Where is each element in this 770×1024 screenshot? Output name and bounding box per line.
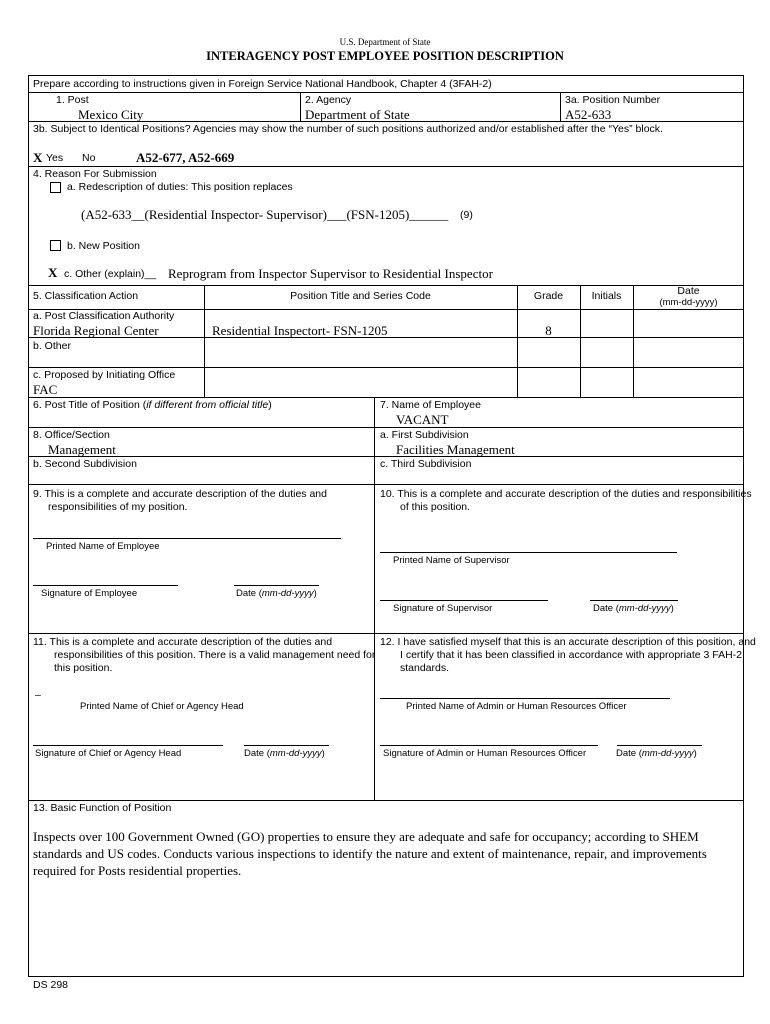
identical-positions-label: 3b. Subject to Identical Positions? Agencies may show the number of such positions authorized and/or established after the “Yes” block.: [33, 123, 663, 135]
col-position-title: Position Title and Series Code: [290, 290, 431, 302]
post-title-label: 6. Post Title of Position (if different from official title): [33, 399, 272, 411]
redescription-checkbox[interactable]: [50, 182, 61, 193]
divider: [28, 456, 744, 457]
cert10-text: 10. This is a complete and accurate description of the duties and responsibilities of this position.: [380, 488, 752, 513]
replaces-grade: (9): [460, 209, 473, 221]
employee-printed-name-label: Printed Name of Employee: [46, 541, 160, 552]
hr-printed-name-label: Printed Name of Admin or Human Resources Officer: [406, 701, 627, 712]
new-position-checkbox[interactable]: [50, 240, 61, 251]
col-date: Date: [677, 285, 700, 297]
agency-value: Department of State: [305, 107, 410, 122]
identical-yes-label: Yes: [46, 152, 64, 164]
supervisor-name-line[interactable]: [380, 552, 677, 553]
identical-no-label: No: [82, 152, 96, 164]
other-mark[interactable]: X: [48, 265, 58, 280]
divider: [28, 397, 744, 398]
supervisor-signature-line[interactable]: [380, 600, 548, 601]
redescription-label: a. Redescription of duties: This position replaces: [67, 181, 293, 193]
identical-yes-mark[interactable]: X: [33, 150, 43, 165]
classification-label: 5. Classification Action: [33, 290, 139, 302]
basic-function-label: 13. Basic Function of Position: [33, 802, 172, 814]
divider: [28, 427, 744, 428]
office-section-label: 8. Office/Section: [33, 429, 110, 441]
divider: [28, 800, 744, 801]
chief-printed-name-label: Printed Name of Chief or Agency Head: [80, 701, 244, 712]
divider: [28, 633, 744, 634]
third-subdivision-label: c. Third Subdivision: [380, 458, 472, 470]
second-subdivision-label: b. Second Subdivision: [33, 458, 137, 470]
department-name: U.S. Department of State: [339, 37, 431, 47]
other-label: c. Other (explain)__: [64, 268, 157, 280]
col-initials: Initials: [591, 290, 622, 302]
hr-name-line[interactable]: [380, 698, 670, 699]
agency-label: 2. Agency: [305, 94, 352, 106]
position-number-label: 3a. Position Number: [565, 94, 661, 106]
divider: [300, 92, 301, 121]
employee-name-value: VACANT: [396, 412, 449, 427]
employee-date-line[interactable]: [234, 585, 319, 586]
form-title: INTERAGENCY POST EMPLOYEE POSITION DESCRIPTION: [206, 49, 564, 63]
hr-signature-line[interactable]: [380, 745, 598, 746]
supervisor-signature-label: Signature of Supervisor: [393, 603, 493, 614]
employee-signature-label: Signature of Employee: [41, 588, 138, 599]
divider: [28, 92, 744, 93]
employee-signature-line[interactable]: [33, 585, 178, 586]
basic-function-text: Inspects over 100 Government Owned (GO) properties to ensure they are adequate and safe for occupancy; according to SHEM standards and US codes. Conducts various inspections to identify the nature and extent of maintenance, repair, and improvements required for Posts residential properties.: [33, 829, 707, 878]
new-position-label: b. New Position: [67, 240, 140, 252]
other-classification-label: b. Other: [33, 340, 71, 352]
other-explain-value: Reprogram from Inspector Supervisor to Residential Inspector: [168, 266, 493, 281]
employee-date-label: Date (mm-dd-yyyy): [236, 588, 317, 599]
chief-date-label: Date (mm-dd-yyyy): [244, 748, 325, 759]
first-subdivision-label: a. First Subdivision: [380, 429, 469, 441]
employee-name-label: 7. Name of Employee: [380, 399, 481, 411]
col-grade: Grade: [533, 290, 564, 302]
divider: [28, 367, 744, 368]
classification-grade-value: 8: [545, 323, 552, 338]
post-classification-authority-label: a. Post Classification Authority: [33, 310, 175, 322]
identical-positions-value: A52-677, A52-669: [136, 150, 235, 165]
cert11-dash: –: [35, 689, 41, 701]
divider: [374, 397, 375, 800]
form-number: DS 298: [33, 979, 69, 991]
post-value: Mexico City: [78, 107, 144, 122]
replaces-value: (A52-633__(Residential Inspector- Supervisor)___(FSN-1205)______: [81, 207, 449, 222]
cert9-text: 9. This is a complete and accurate description of the duties and responsibilities of my position.: [33, 488, 327, 513]
post-label: 1. Post: [56, 94, 89, 106]
divider: [28, 484, 744, 485]
supervisor-printed-name-label: Printed Name of Supervisor: [393, 555, 510, 566]
reason-label: 4. Reason For Submission: [33, 168, 157, 180]
office-section-value: Management: [48, 442, 116, 457]
supervisor-date-label: Date (mm-dd-yyyy): [593, 603, 674, 614]
employee-name-line[interactable]: [33, 538, 341, 539]
col-date-format: (mm-dd-yyyy): [659, 297, 718, 308]
first-subdivision-value: Facilities Management: [396, 442, 515, 457]
post-classification-authority-value: Florida Regional Center: [33, 323, 159, 338]
hr-signature-label: Signature of Admin or Human Resources Officer: [383, 748, 587, 759]
instructions-text: Prepare according to instructions given in Foreign Service National Handbook, Chapter 4 (3FAH-2): [33, 78, 492, 90]
cert12-text: 12. I have satisfied myself that this is an accurate description of this position, and I certify that it has been classified in accordance with appropriate 3 FAH-2 standards.: [380, 636, 756, 674]
position-number-value: A52-633: [565, 107, 612, 122]
hr-date-label: Date (mm-dd-yyyy): [616, 748, 697, 759]
chief-signature-label: Signature of Chief or Agency Head: [35, 748, 182, 759]
classification-position-title-value: Residential Inspectort- FSN-1205: [212, 323, 388, 338]
chief-date-line[interactable]: [244, 745, 329, 746]
divider: [28, 166, 744, 167]
cert11-text: 11. This is a complete and accurate description of the duties and responsibilities of this position. There is a valid management need for this position.: [33, 636, 376, 674]
chief-signature-line[interactable]: [33, 745, 223, 746]
supervisor-date-line[interactable]: [590, 600, 678, 601]
hr-date-line[interactable]: [617, 745, 702, 746]
initiating-office-value: FAC: [33, 382, 58, 397]
divider: [560, 92, 561, 121]
initiating-office-label: c. Proposed by Initiating Office: [33, 369, 176, 381]
